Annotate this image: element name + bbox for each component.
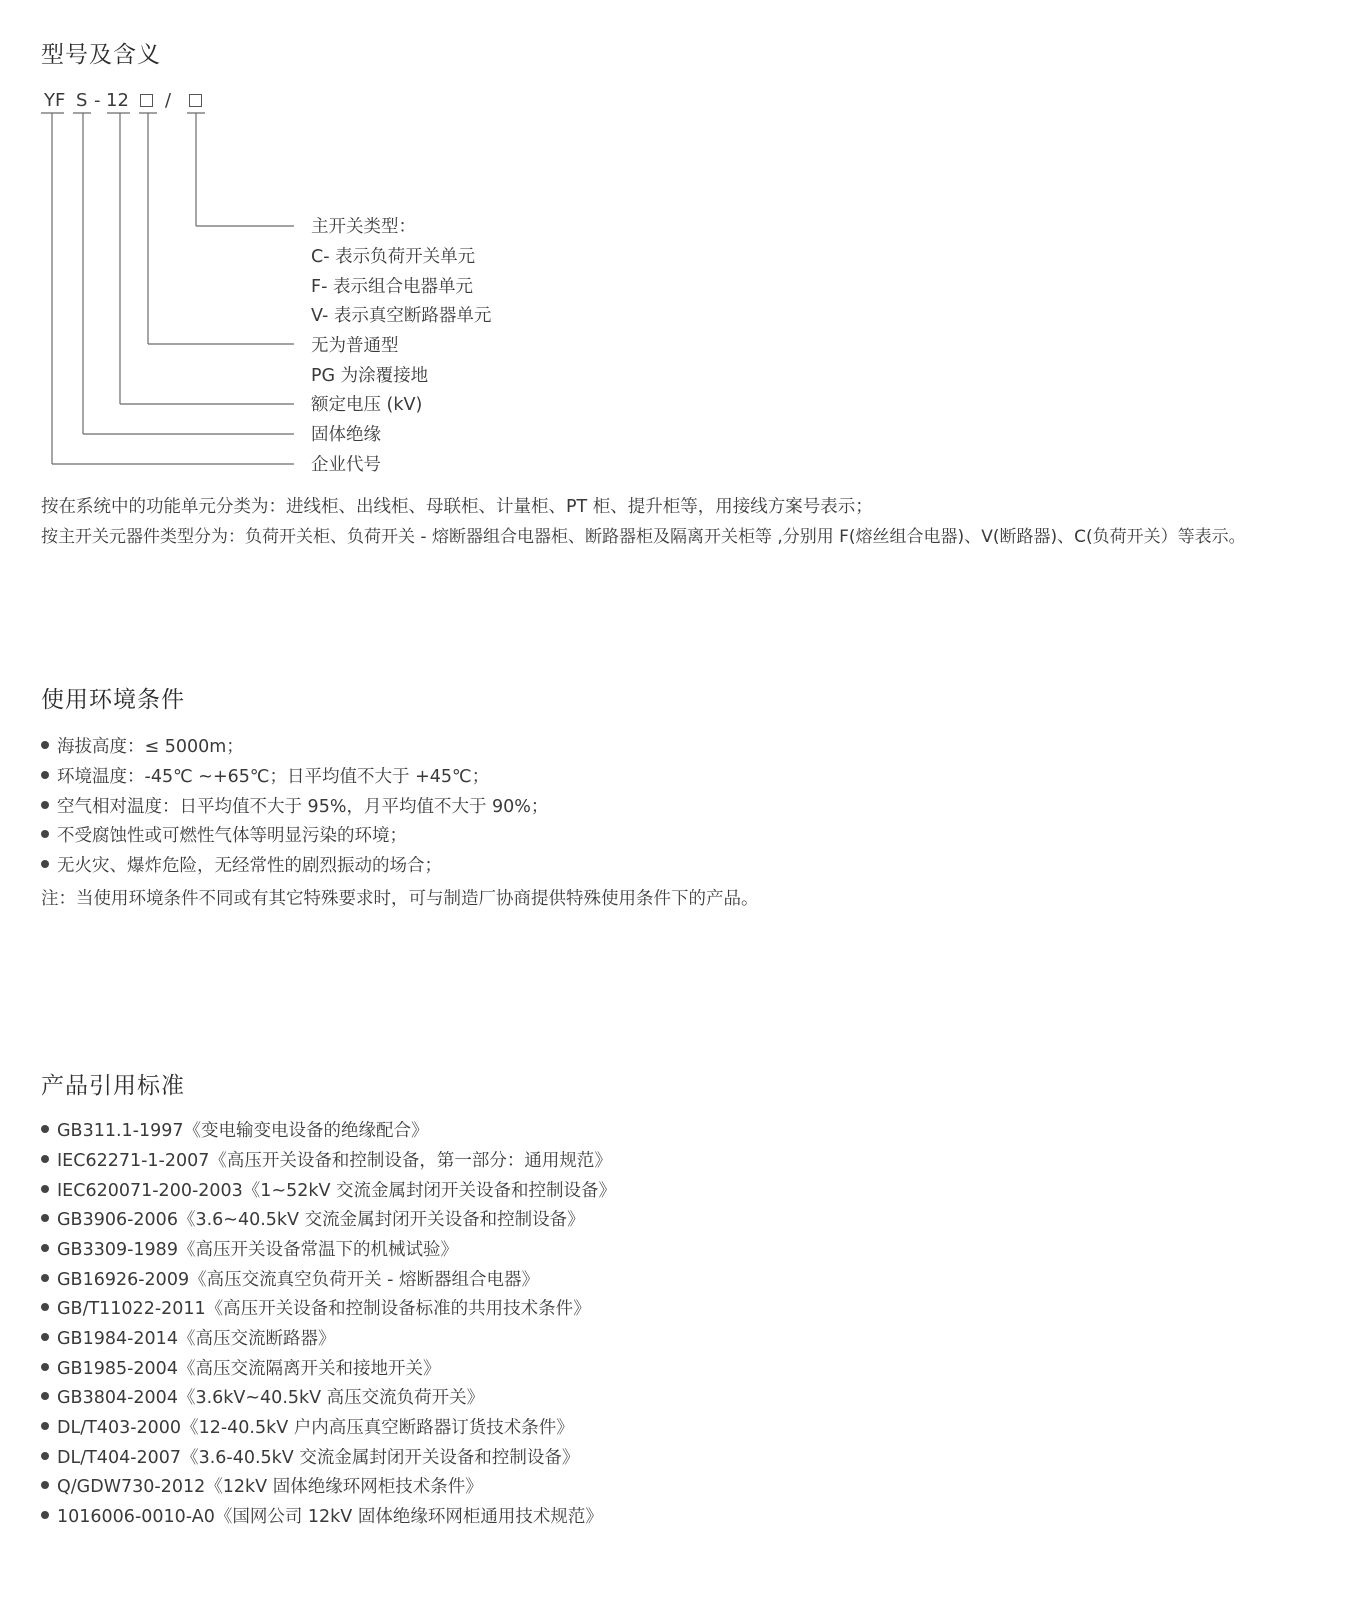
list-item: GB1985-2004《高压交流隔离开关和接地开关》 <box>41 1359 440 1379</box>
list-item: 1016006-0010-A0《国网公司 12kV 固体绝缘环网柜通用技术规范》 <box>41 1507 603 1527</box>
list-item: DL/T404-2007《3.6-40.5kV 交流金属封闭开关设备和控制设备》 <box>41 1448 579 1468</box>
list-item: GB3804-2004《3.6kV~40.5kV 高压交流负荷开关》 <box>41 1388 484 1408</box>
list-item: GB311.1-1997《变电输变电设备的绝缘配合》 <box>41 1121 429 1141</box>
model-section-title: 型号及含义 <box>41 42 161 68</box>
bullet-icon <box>41 830 49 838</box>
list-item: 不受腐蚀性或可燃性气体等明显污染的环境； <box>41 826 407 846</box>
bullet-icon <box>41 1185 49 1193</box>
list-item: GB/T11022-2011《高压开关设备和控制设备标准的共用技术条件》 <box>41 1299 591 1319</box>
label-f-combination: F- 表示组合电器单元 <box>311 277 473 297</box>
list-item: 无火灾、爆炸危险，无经常性的剧烈振动的场合； <box>41 856 442 876</box>
bullet-icon <box>41 1452 49 1460</box>
label-pg-coated: PG 为涂覆接地 <box>311 366 429 386</box>
bullet-icon <box>41 1481 49 1489</box>
bullet-icon <box>41 1511 49 1519</box>
list-item: GB3906-2006《3.6~40.5kV 交流金属封闭开关设备和控制设备》 <box>41 1210 585 1230</box>
model-diagram-lines <box>0 0 1366 480</box>
list-item: IEC620071-200-2003《1~52kV 交流金属封闭开关设备和控制设备》 <box>41 1181 616 1201</box>
code-part-solid: S <box>76 90 88 111</box>
label-solid-insulation: 固体绝缘 <box>311 425 381 445</box>
env-section-title: 使用环境条件 <box>41 687 185 713</box>
code-part-dash: - <box>94 90 101 111</box>
label-rated-voltage: 额定电压 (kV) <box>311 395 423 415</box>
bullet-icon <box>41 741 49 749</box>
code-part-voltage: 12 <box>106 90 129 111</box>
bullet-icon <box>41 1125 49 1133</box>
list-item: GB3309-1989《高压开关设备常温下的机械试验》 <box>41 1240 458 1260</box>
list-item: Q/GDW730-2012《12kV 固体绝缘环网柜技术条件》 <box>41 1477 483 1497</box>
list-item: 空气相对温度：日平均值不大于 95%，月平均值不大于 90%； <box>41 797 548 817</box>
label-main-switch-type: 主开关类型： <box>311 217 416 237</box>
env-note: 注：当使用环境条件不同或有其它特殊要求时，可与制造厂协商提供特殊使用条件下的产品。 <box>41 889 759 909</box>
model-note-switch-type: 按主开关元器件类型分为：负荷开关柜、负荷开关 - 熔断器组合电器柜、断路器柜及隔离开关柜等 ,分别用 F(熔丝组合电器)、V(断路器)、C(负荷开关）等表示。 <box>41 527 1246 547</box>
list-item: GB1984-2014《高压交流断路器》 <box>41 1329 335 1349</box>
label-c-load-switch: C- 表示负荷开关单元 <box>311 247 476 267</box>
bullet-icon <box>41 1333 49 1341</box>
label-enterprise-code: 企业代号 <box>311 455 381 475</box>
code-part-slash: / <box>165 90 172 111</box>
bullet-icon <box>41 1244 49 1252</box>
label-v-vacuum-breaker: V- 表示真空断路器单元 <box>311 306 492 326</box>
standards-section-title: 产品引用标准 <box>41 1073 185 1099</box>
bullet-icon <box>41 1274 49 1282</box>
code-part-enterprise: YF <box>44 90 66 111</box>
bullet-icon <box>41 1422 49 1430</box>
model-note-function: 按在系统中的功能单元分类为：进线柜、出线柜、母联柜、计量柜、PT 柜、提升柜等，用接线方案号表示； <box>41 497 873 517</box>
list-item: 海拔高度：≤ 5000m； <box>41 737 244 757</box>
bullet-icon <box>41 1155 49 1163</box>
bullet-icon <box>41 1363 49 1371</box>
list-item: DL/T403-2000《12-40.5kV 户内高压真空断路器订货技术条件》 <box>41 1418 574 1438</box>
bullet-icon <box>41 860 49 868</box>
list-item: 环境温度：-45℃ ~+65℃；日平均值不大于 +45℃； <box>41 767 489 787</box>
list-item: GB16926-2009《高压交流真空负荷开关 - 熔断器组合电器》 <box>41 1270 539 1290</box>
label-normal-type: 无为普通型 <box>311 336 399 356</box>
list-item: IEC62271-1-2007《高压开关设备和控制设备，第一部分：通用规范》 <box>41 1151 612 1171</box>
bullet-icon <box>41 771 49 779</box>
bullet-icon <box>41 1392 49 1400</box>
bullet-icon <box>41 1214 49 1222</box>
bullet-icon <box>41 1303 49 1311</box>
bullet-icon <box>41 801 49 809</box>
